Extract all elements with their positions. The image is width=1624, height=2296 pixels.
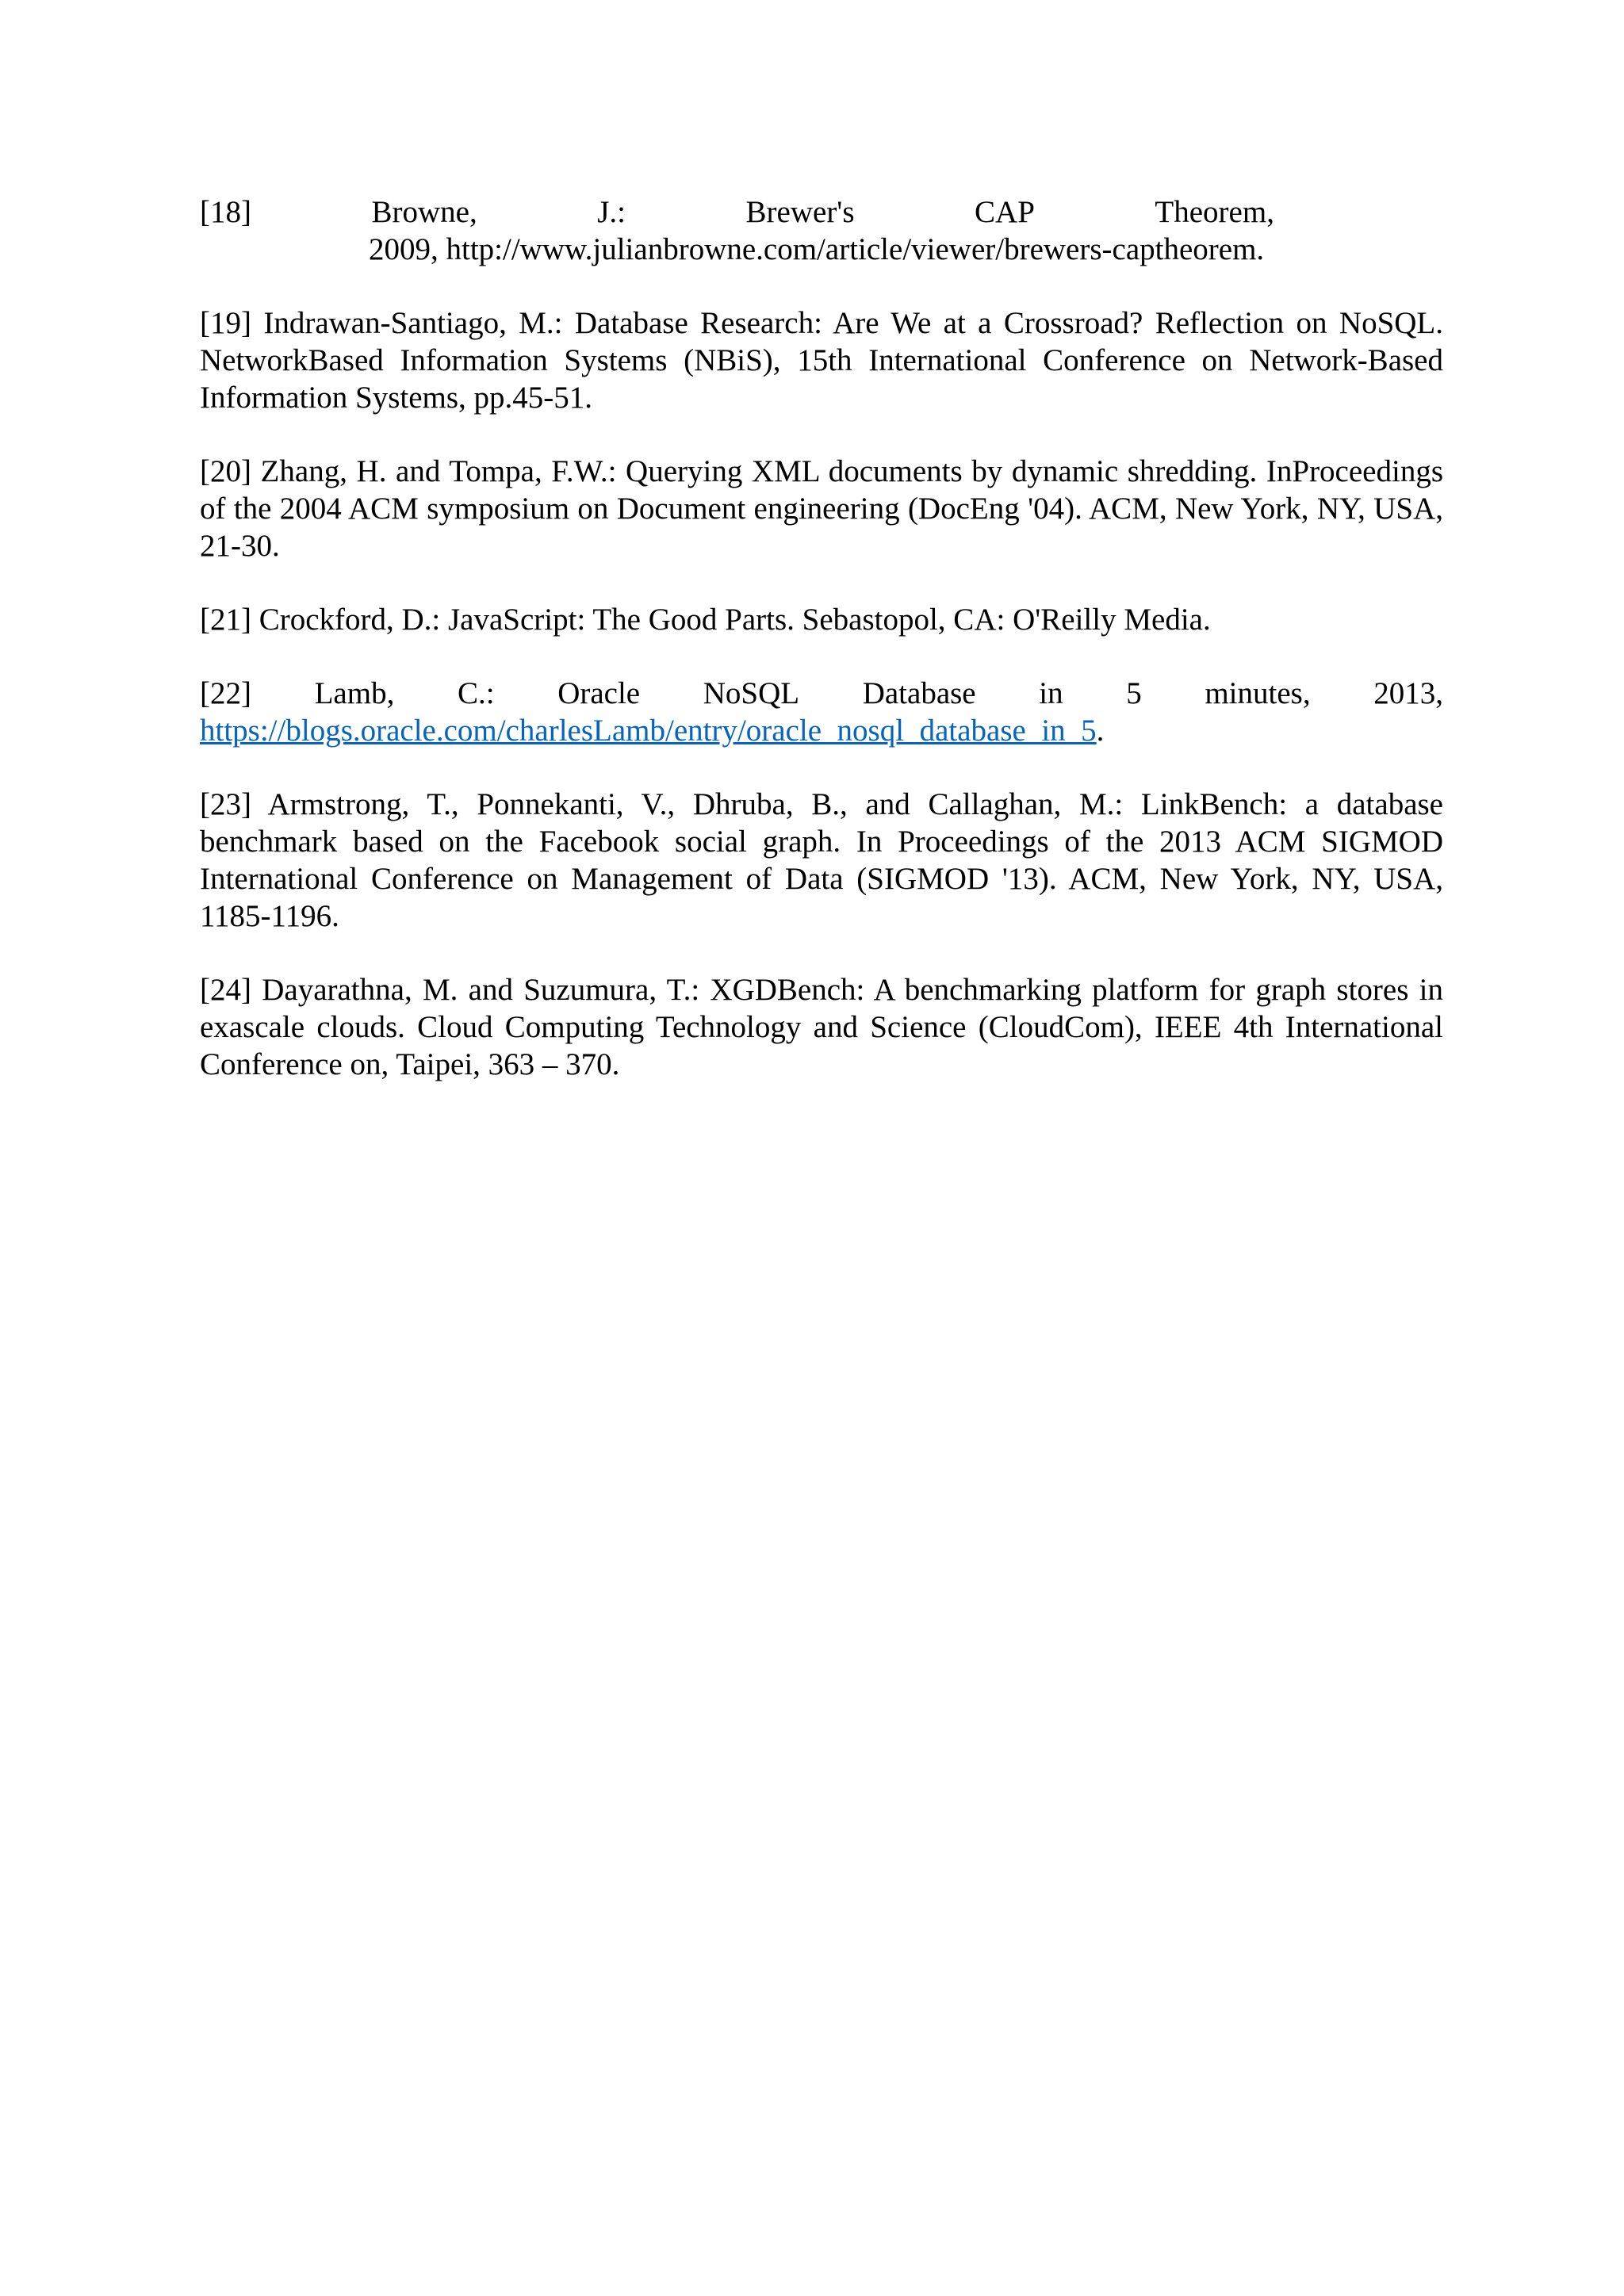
reference-22-word: NoSQL xyxy=(703,676,800,710)
reference-18-word: Theorem, xyxy=(1155,195,1274,229)
reference-22 xyxy=(200,675,1443,749)
reference-18 xyxy=(200,193,1443,268)
reference-18-word: J.: xyxy=(597,195,626,229)
reference-18-line1 xyxy=(200,193,1274,231)
reference-18-word: CAP xyxy=(975,195,1035,229)
reference-22-word: in xyxy=(1039,676,1063,710)
reference-22-word: [22] xyxy=(200,676,251,710)
reference-list xyxy=(200,193,1443,1119)
reference-19: [19] Indrawan-Santiago, M.: Database Research: Are We at a Crossroad? Reflection on NoSQL. NetworkBased Information Systems (NBiS), 15th International Conference on Network-Based Information Systems, pp.45-51. xyxy=(200,306,1443,415)
reference-22-word: Database xyxy=(862,676,976,710)
reference-22-line1 xyxy=(200,675,1443,712)
reference-18-word: Brewer's xyxy=(745,195,855,229)
reference-18-word: Browne, xyxy=(371,195,477,229)
reference-22-word: 5 xyxy=(1126,676,1142,710)
reference-18-word: [18] xyxy=(200,195,251,229)
reference-21: [21] Crockford, D.: JavaScript: The Good Parts. Sebastopol, CA: O'Reilly Media. xyxy=(200,603,1211,637)
reference-22-word: minutes, xyxy=(1205,676,1311,710)
oracle-blog-link[interactable]: https://blogs.oracle.com/charlesLamb/entry/oracle_nosql_database_in_5 xyxy=(200,714,1097,748)
reference-22-word: 2013, xyxy=(1373,676,1443,710)
reference-22-period: . xyxy=(1096,714,1105,748)
reference-24: [24] Dayarathna, M. and Suzumura, T.: XGDBench: A benchmarking platform for graph stores in exascale clouds. Cloud Computing Technology and Science (CloudCom), IEEE 4th International Conference on, Taipei, 363 – 370. xyxy=(200,973,1443,1081)
reference-23: [23] Armstrong, T., Ponnekanti, V., Dhruba, B., and Callaghan, M.: LinkBench: a database benchmark based on the Facebook social graph. In Proceedings of the 2013 ACM SIGMOD International Conference on Management of Data (SIGMOD '13). ACM, New York, NY, USA, 1185-1196. xyxy=(200,787,1443,933)
reference-22-line2 xyxy=(200,712,1443,749)
reference-22-word: C.: xyxy=(457,676,495,710)
reference-22-word: Oracle xyxy=(557,676,641,710)
reference-20: [20] Zhang, H. and Tompa, F.W.: Querying XML documents by dynamic shredding. InProceedings of the 2004 ACM symposium on Document engineering (DocEng '04). ACM, New York, NY, USA, 21-30. xyxy=(200,454,1443,563)
reference-22-word: Lamb, xyxy=(314,676,395,710)
reference-18-line2: 2009, http://www.julianbrowne.com/article/viewer/brewers-captheorem. xyxy=(369,232,1265,266)
